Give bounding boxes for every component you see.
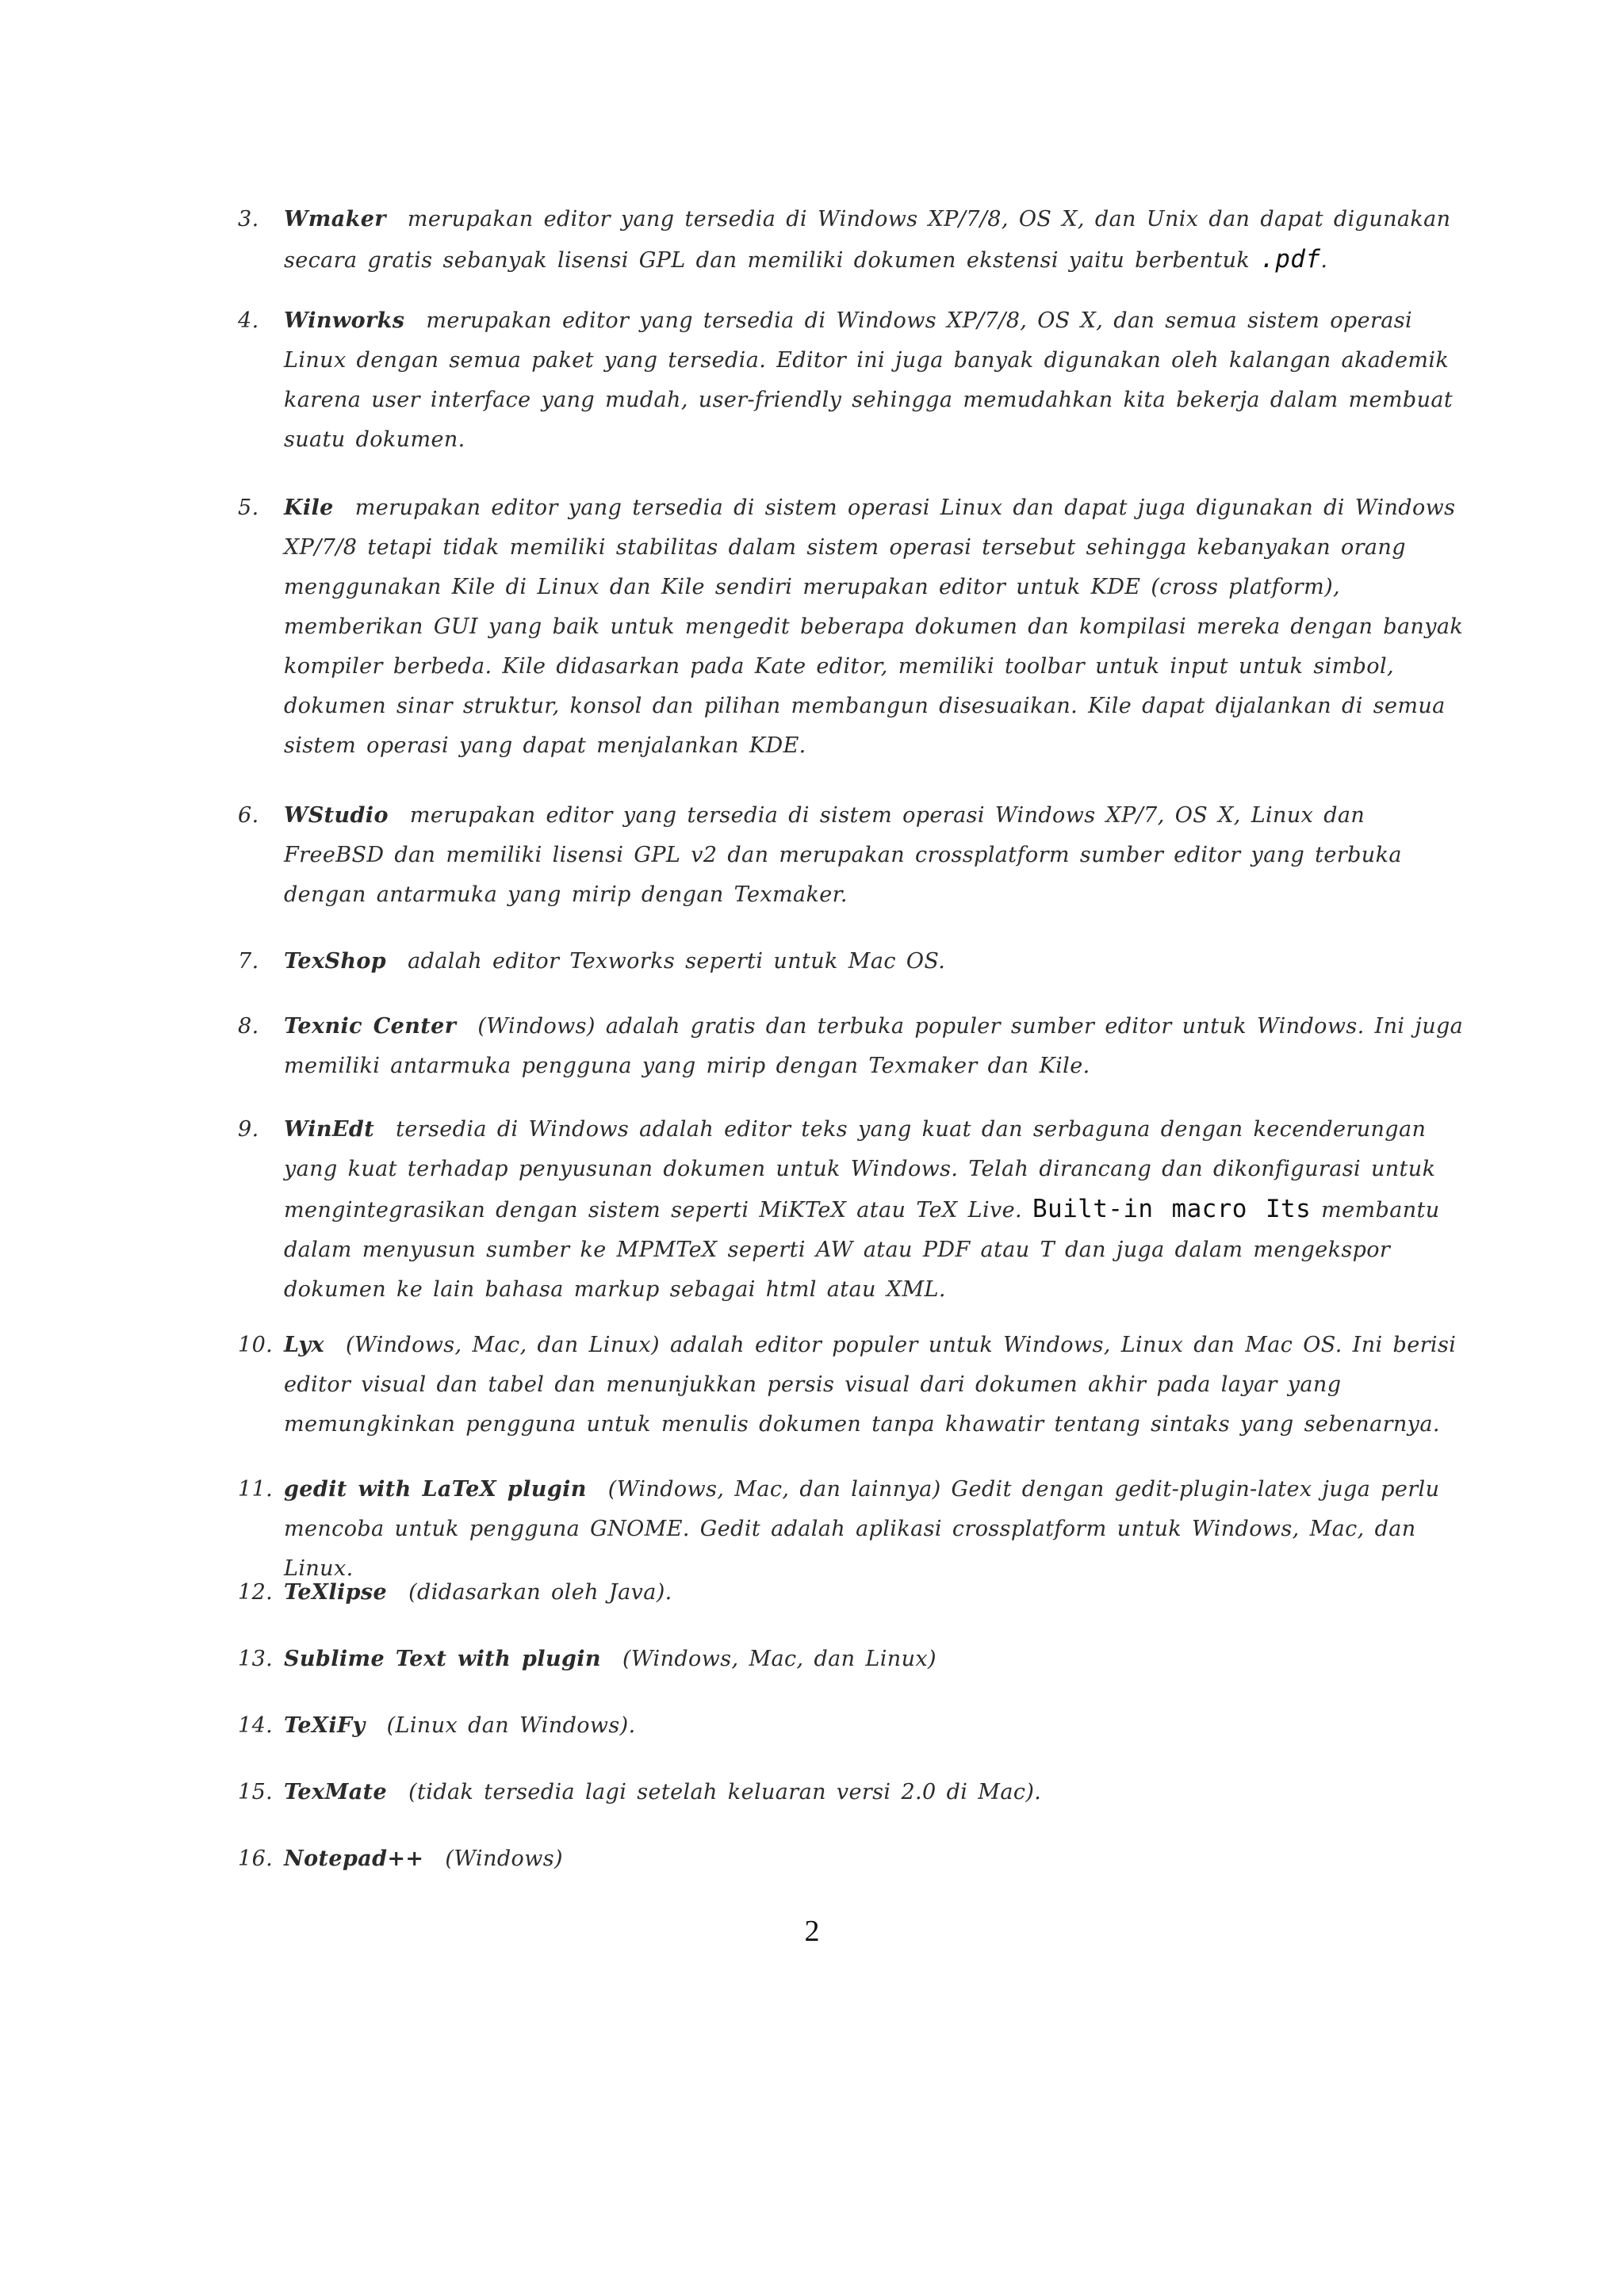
list-item [238, 1773, 1475, 1812]
list-item-text: merupakan editor yang tersedia di Windows XP/7/8, OS X, dan Unix dan dapat digunakan secara gratis sebanyak lisensi GPL dan memiliki dokumen ekstensi yaitu berbentuk [284, 207, 1451, 273]
list-item [238, 1110, 1475, 1310]
editor-name: WStudio [284, 803, 389, 828]
editor-name: Notepad++ [284, 1846, 424, 1871]
list-item-number: 9. [238, 1117, 259, 1142]
editor-name: TeXlipse [284, 1580, 388, 1605]
file-extension: .pdf [1260, 245, 1321, 274]
page-number: 2 [804, 1915, 820, 1948]
editor-name: Wmaker [284, 207, 386, 232]
list-item-text: merupakan editor yang tersedia di sistem operasi Windows XP/7, OS X, Linux dan FreeBSD dan memiliki lisensi GPL v2 dan merupakan crossplatform sumber editor yang terbuka dengan antarmuka yang mirip dengan Texmaker. [284, 803, 1402, 907]
editor-name: WinEdt [284, 1117, 375, 1142]
list-item-number: 8. [238, 1014, 259, 1039]
list-item-number: 13. [238, 1647, 274, 1671]
list-item [238, 1470, 1475, 1589]
list-item-text: (Windows) adalah gratis dan terbuka populer sumber editor untuk Windows. Ini juga memiliki antarmuka pengguna yang mirip dengan Texmaker dan Kile. [284, 1014, 1464, 1078]
list-item-number: 7. [238, 949, 259, 974]
list-item [238, 200, 1475, 281]
list-item-text: adalah editor Texworks seperti untuk Mac OS. [408, 949, 946, 974]
list-item-number: 10. [238, 1333, 274, 1357]
editor-name: Sublime Text with plugin [284, 1647, 601, 1671]
list-item [238, 301, 1475, 460]
list-item-text: (Windows, Mac, dan Linux) [622, 1647, 936, 1671]
editor-name: Lyx [284, 1333, 325, 1357]
list-item-number: 3. [238, 207, 259, 232]
list-item-text: (Windows, Mac, dan lainnya) Gedit dengan gedit-plugin-latex juga perlu mencoba untuk pengguna GNOME. Gedit adalah aplikasi crossplatform untuk Windows, Mac, dan Linux. [284, 1477, 1440, 1581]
list-item-text: (tidak tersedia lagi setelah keluaran versi 2.0 di Mac). [408, 1780, 1042, 1804]
list-item-text: (Linux dan Windows). [386, 1713, 636, 1738]
list-item [238, 1839, 1475, 1879]
editor-name: TexMate [284, 1780, 388, 1804]
list-item [238, 488, 1475, 766]
editor-name: Texnic Center [284, 1014, 457, 1039]
editor-name: TeXiFy [284, 1713, 366, 1738]
list-item-number: 4. [238, 308, 259, 333]
list-item-number: 5. [238, 496, 259, 520]
list-item [238, 796, 1475, 915]
list-item-text: (Windows, Mac, dan Linux) adalah editor populer untuk Windows, Linux dan Mac OS. Ini berisi editor visual dan tabel dan menunjukkan persis visual dari dokumen akhir pada layar yang memungkinkan pengguna untuk menulis dokumen tanpa khawatir tentang sintaks yang sebenarnya. [284, 1333, 1457, 1437]
list-item-number: 16. [238, 1846, 274, 1871]
list-item-tail: . [1320, 248, 1328, 273]
list-item-text: tersedia di Windows adalah editor teks yang kuat dan serbaguna dengan kecenderungan yang kuat terhadap penyusunan dokumen untuk Windows. Telah dirancang dan dikonfigurasi untuk mengintegrasikan dengan sistem seperti MiKTeX atau TeX Live. [284, 1117, 1436, 1223]
list-item-number: 6. [238, 803, 259, 828]
list-item [238, 1706, 1475, 1746]
list-item-number: 15. [238, 1780, 274, 1804]
list-item [238, 942, 1475, 982]
list-item-text: merupakan editor yang tersedia di Windows XP/7/8, OS X, dan semua sistem operasi Linux dengan semua paket yang tersedia. Editor ini juga banyak digunakan oleh kalangan akademik karena user interface yang mudah, user-friendly sehingga memudahkan kita bekerja dalam membuat suatu dokumen. [284, 308, 1454, 452]
editor-name: gedit with LaTeX plugin [284, 1477, 587, 1502]
list-item [238, 1573, 1475, 1613]
editor-name: Kile [284, 496, 334, 520]
editor-name: Winworks [284, 308, 405, 333]
list-item [238, 1640, 1475, 1679]
list-item-tail: membantu dalam menyusun sumber ke MPMTeX seperti AW atau PDF atau T dan juga dalam mengekspor dokumen ke lain bahasa markup sebagai html atau XML. [284, 1198, 1440, 1302]
list-item [238, 1007, 1475, 1086]
list-item-text: (didasarkan oleh Java). [408, 1580, 672, 1605]
list-item-number: 12. [238, 1580, 274, 1605]
list-item-text: merupakan editor yang tersedia di sistem operasi Linux dan dapat juga digunakan di Windows XP/7/8 tetapi tidak memiliki stabilitas dalam sistem operasi tersebut sehingga kebanyakan orang menggunakan Kile di Linux dan Kile sendiri merupakan editor untuk KDE (cross platform), memberikan GUI yang baik untuk mengedit beberapa dokumen dan kompilasi mereka dengan banyak kompiler berbeda. Kile didasarkan pada Kate editor, memiliki toolbar untuk input untuk simbol, dokumen sinar struktur, konsol dan pilihan membangun disesuaikan. Kile dapat dijalankan di semua sistem operasi yang dapat menjalankan KDE. [284, 496, 1464, 758]
list-item-text: (Windows) [445, 1846, 563, 1871]
list-item-number: 14. [238, 1713, 274, 1738]
editor-name: TexShop [284, 949, 387, 974]
code-phrase: Built-in macro Its [1032, 1195, 1312, 1223]
list-item [238, 1326, 1475, 1445]
list-item-number: 11. [238, 1477, 274, 1502]
